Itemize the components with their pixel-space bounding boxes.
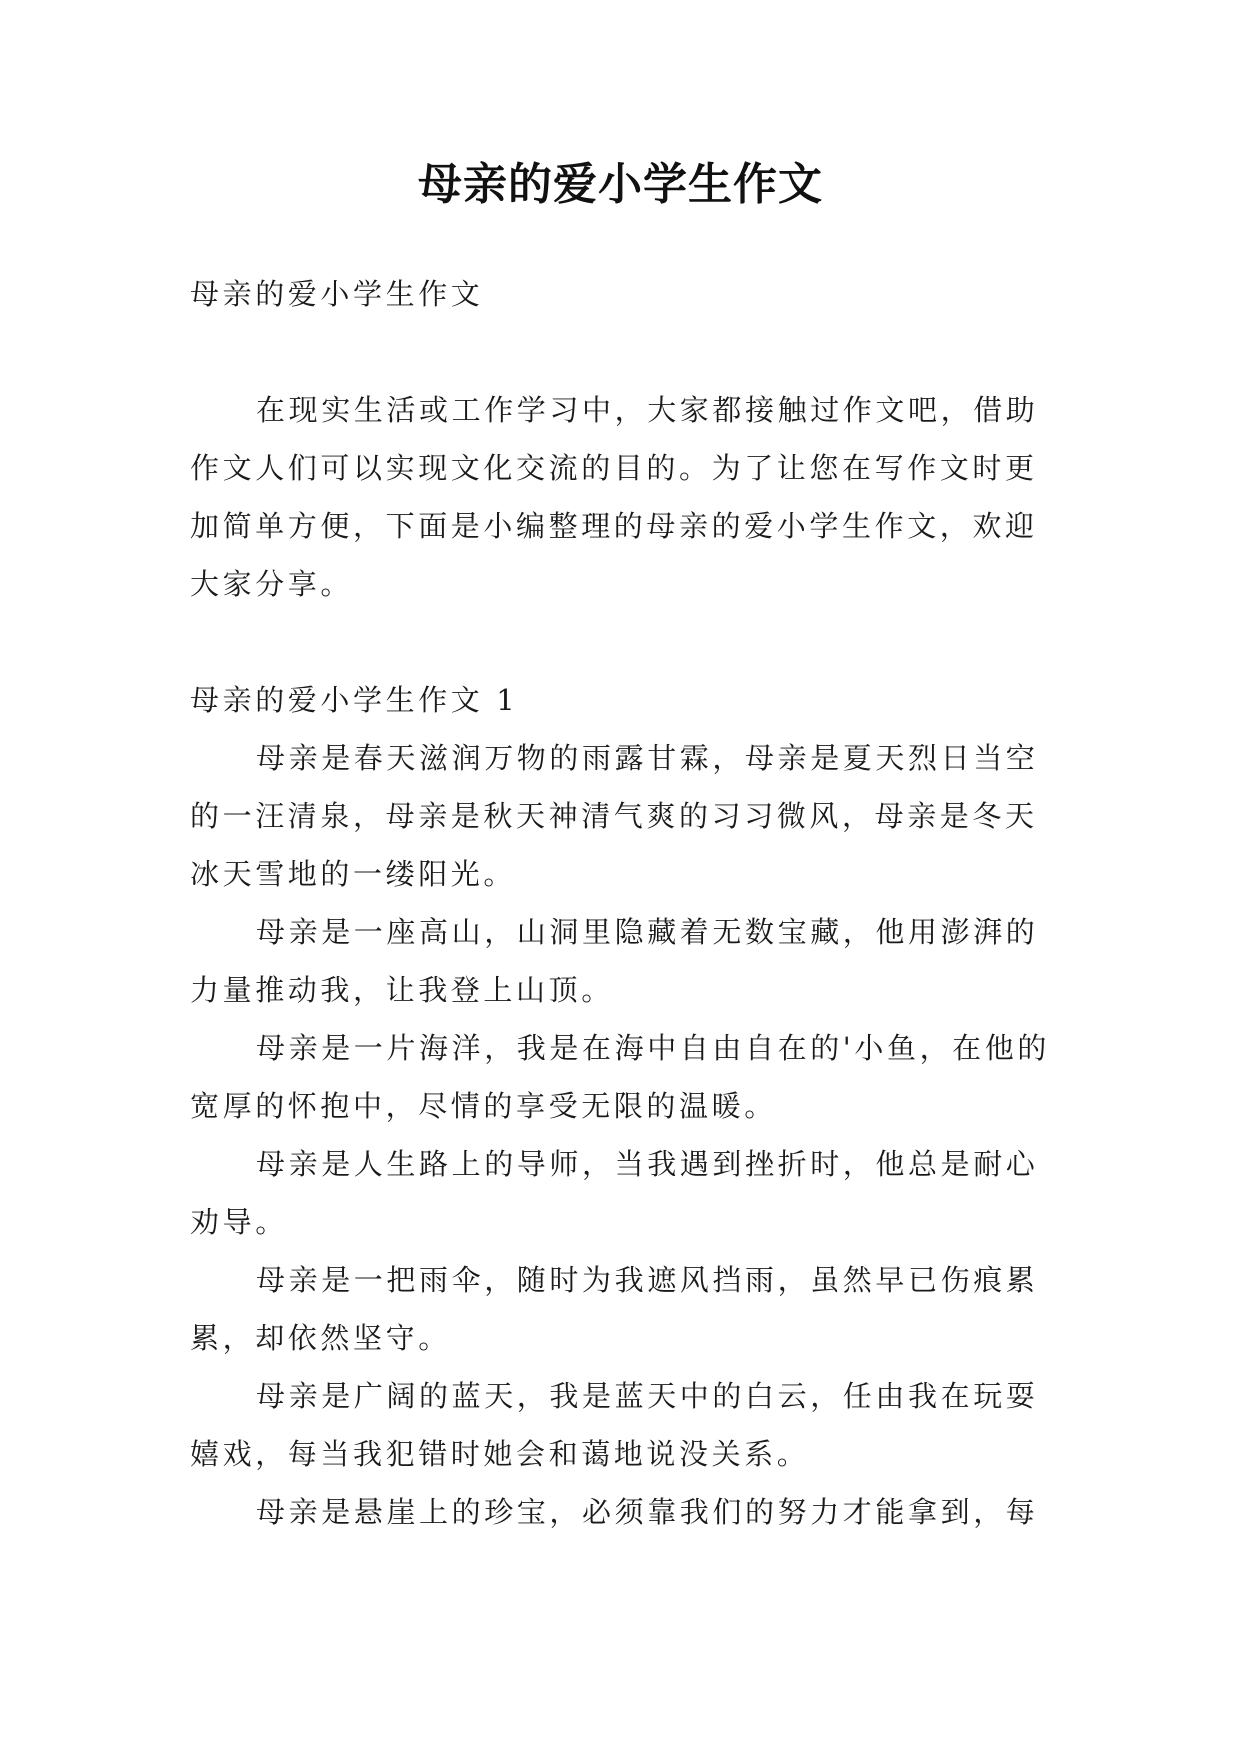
body-paragraph: 母亲是悬崖上的珍宝，必须靠我们的努力才能拿到，每 bbox=[256, 1495, 1039, 1529]
body-paragraph: 母亲是人生路上的导师，当我遇到挫折时，他总是耐心劝导。 bbox=[190, 1147, 1039, 1239]
body-paragraph: 母亲是一片海洋，我是在海中自由自在的'小鱼，在他的宽厚的怀抱中，尽情的享受无限的温暖。 bbox=[190, 1031, 1050, 1123]
section-heading: 母亲的爱小学生作文 1 bbox=[190, 683, 519, 717]
body-paragraph: 母亲是一座高山，山洞里隐藏着无数宝藏，他用澎湃的力量推动我，让我登上山顶。 bbox=[190, 915, 1039, 1007]
body-paragraph: 母亲是一把雨伞，随时为我遮风挡雨，虽然早已伤痕累累，却依然坚守。 bbox=[190, 1263, 1039, 1355]
document-subtitle: 母亲的爱小学生作文 bbox=[190, 277, 484, 311]
intro-paragraph: 在现实生活或工作学习中，大家都接触过作文吧，借助作文人们可以实现文化交流的目的。为了让您在写作文时更加简单方便，下面是小编整理的母亲的爱小学生作文，欢迎大家分享。 bbox=[190, 393, 1039, 601]
document-title: 母亲的爱小学生作文 bbox=[418, 159, 823, 210]
body-paragraph: 母亲是广阔的蓝天，我是蓝天中的白云，任由我在玩耍嬉戏，每当我犯错时她会和蔼地说没关系。 bbox=[190, 1379, 1039, 1471]
body-paragraph: 母亲是春天滋润万物的雨露甘霖，母亲是夏天烈日当空的一汪清泉，母亲是秋天神清气爽的习习微风，母亲是冬天冰天雪地的一缕阳光。 bbox=[190, 741, 1039, 891]
document-body bbox=[190, 265, 1060, 1541]
